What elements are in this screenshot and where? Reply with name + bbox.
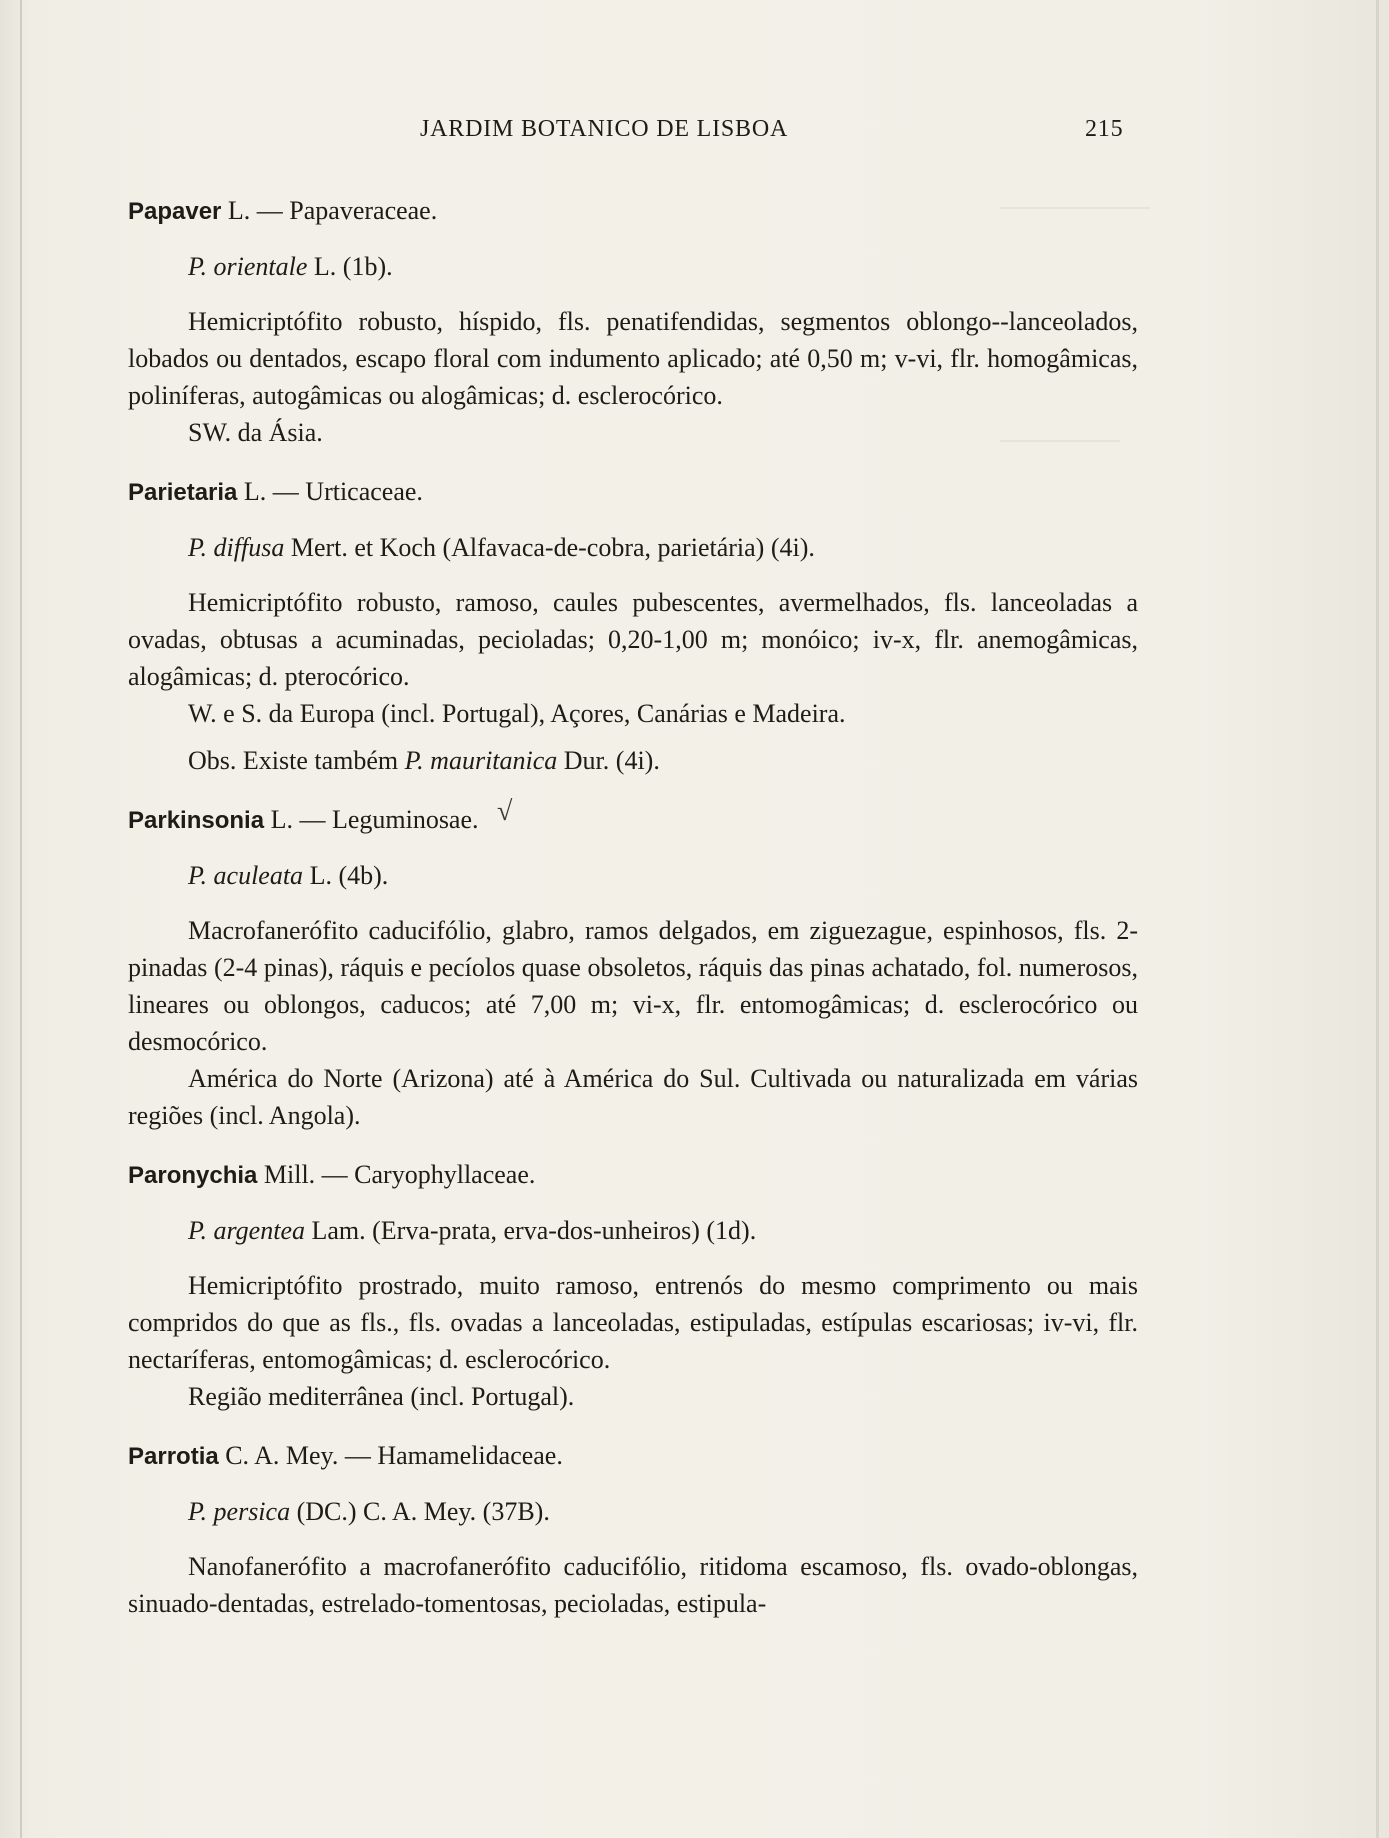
species-heading xyxy=(188,1493,1138,1530)
species-authority: L. (4b). xyxy=(309,861,389,890)
species-description: Hemicriptófito prostrado, muito ramoso, entrenós do mesmo comprimento ou mais compridos do que as fls., fls. ovadas a lanceoladas, estipuladas, estípulas escariosas; iv-vi, flr. nectaríferas, entomogâmicas; d. esclerocórico. xyxy=(128,1271,1138,1374)
species-authority: Mert. et Koch (Alfavaca-de-cobra, parietária) (4i). xyxy=(290,533,815,562)
genus-entry-parkinsonia xyxy=(128,796,1138,1134)
genus-entry-parietaria xyxy=(128,473,1138,779)
species-heading xyxy=(188,1212,1138,1249)
genus-entry-parrotia xyxy=(128,1437,1138,1622)
species-distribution: SW. da Ásia. xyxy=(188,418,323,447)
genus-authority: L. — Leguminosae. xyxy=(270,805,479,834)
handwritten-check-mark: √ xyxy=(497,796,513,827)
genus-authority: Mill. — Caryophyllaceae. xyxy=(263,1160,536,1189)
observation-note xyxy=(188,742,1138,779)
species-description: Nanofanerófito a macrofanerófito caducifólio, ritidoma escamoso, fls. ovado-oblongas, sinuado-dentadas, estrelado-tomentosas, pecioladas, estipula- xyxy=(128,1552,1138,1618)
species-description: Macrofanerófito caducifólio, glabro, ramos delgados, em ziguezague, espinhosos, fls. 2-pinadas (2-4 pinas), ráquis e pecíolos quase obsoletos, ráquis das pinas achatado, fol. numerosos, lineares ou oblongos, caducos; até 7,00 m; vi-x, flr. entomogâmicas; d. esclerocórico ou desmocórico. xyxy=(128,916,1138,1056)
genus-heading xyxy=(128,1437,1138,1475)
genus-name: Paronychia xyxy=(128,1162,258,1189)
page-edge-right xyxy=(1376,0,1379,1838)
species-distribution: W. e S. da Europa (incl. Portugal), Açores, Canárias e Madeira. xyxy=(188,699,846,728)
species-heading xyxy=(188,857,1138,894)
species-description: Hemicriptófito robusto, híspido, fls. penatifendidas, segmentos oblongo--lanceolados, lobados ou dentados, escapo floral com indumento aplicado; até 0,50 m; v-vi, flr. homogâmicas, poliníferas, autogâmicas ou alogâmicas; d. esclerocórico. xyxy=(128,307,1138,410)
genus-name: Parietaria xyxy=(128,479,238,506)
species-distribution: América do Norte (Arizona) até à América do Sul. Cultivada ou naturalizada em várias regiões (incl. Angola). xyxy=(128,1064,1138,1130)
species-name: P. persica xyxy=(188,1497,291,1526)
page-edge-left xyxy=(20,0,22,1838)
genus-heading xyxy=(128,1156,1138,1194)
species-name: P. aculeata xyxy=(188,861,304,890)
genus-authority: C. A. Mey. — Hamamelidaceae. xyxy=(225,1441,563,1470)
genus-authority: L. — Papaveraceae. xyxy=(227,196,438,225)
genus-heading xyxy=(128,473,1138,511)
article-body xyxy=(128,192,1138,1644)
species-distribution: Região mediterrânea (incl. Portugal). xyxy=(188,1382,575,1411)
obs-species: P. mauritanica xyxy=(404,746,558,775)
journal-title: JARDIM BOTANICO DE LISBOA xyxy=(420,116,789,142)
genus-heading xyxy=(128,796,1138,839)
species-heading xyxy=(188,248,1138,285)
genus-entry-papaver xyxy=(128,192,1138,451)
species-heading xyxy=(188,529,1138,566)
genus-name: Parkinsonia xyxy=(128,807,265,834)
species-authority: L. (1b). xyxy=(313,252,393,281)
species-authority: (DC.) C. A. Mey. (37B). xyxy=(296,1497,550,1526)
species-name: P. argentea xyxy=(188,1216,305,1245)
genus-authority: L. — Urticaceae. xyxy=(243,477,423,506)
genus-name: Parrotia xyxy=(128,1443,219,1470)
species-authority: Lam. (Erva-prata, erva-dos-unheiros) (1d). xyxy=(311,1216,757,1245)
species-name: P. orientale xyxy=(188,252,308,281)
genus-heading xyxy=(128,192,1138,230)
obs-authority: Dur. (4i). xyxy=(563,746,660,775)
page-number: 215 xyxy=(1085,116,1124,142)
genus-name: Papaver xyxy=(128,198,222,225)
species-name: P. diffusa xyxy=(188,533,285,562)
genus-entry-paronychia xyxy=(128,1156,1138,1415)
species-description: Hemicriptófito robusto, ramoso, caules pubescentes, avermelhados, fls. lanceoladas a ovadas, obtusas a acuminadas, pecioladas; 0,20-1,00 m; monóico; iv-x, flr. anemogâmicas, alogâmicas; d. pterocórico. xyxy=(128,588,1138,691)
obs-prefix: Obs. Existe também xyxy=(188,746,399,775)
